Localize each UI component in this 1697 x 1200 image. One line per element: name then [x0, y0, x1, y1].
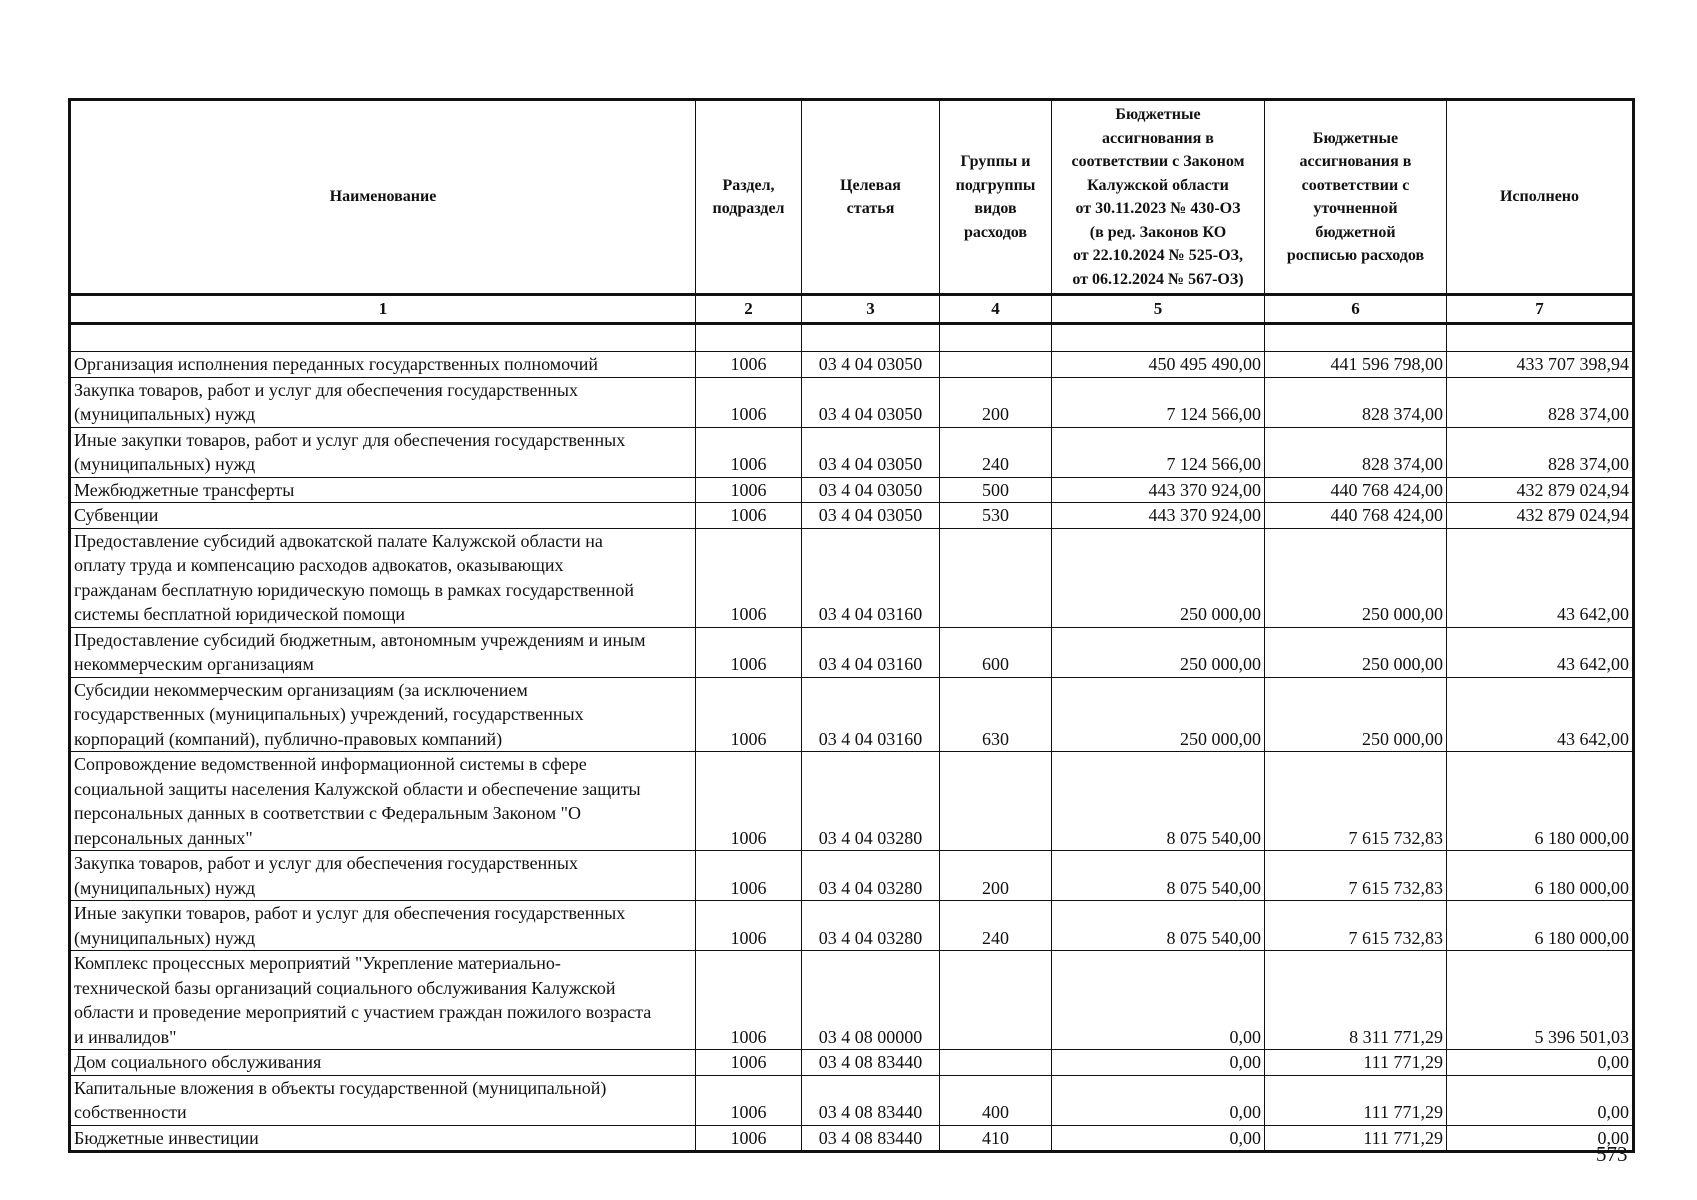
row-executed: 432 879 024,94 [1447, 477, 1634, 503]
row-executed: 6 180 000,00 [1447, 752, 1634, 851]
row-expense-group: 500 [940, 477, 1052, 503]
row-name: Дом социального обслуживания [70, 1050, 696, 1076]
row-refined-allocation: 828 374,00 [1265, 377, 1447, 427]
row-name: Субвенции [70, 503, 696, 529]
table-row [70, 1075, 1634, 1125]
row-target-article: 03 4 04 03050 [802, 352, 940, 378]
row-expense-group [940, 951, 1052, 1050]
row-name: Сопровождение ведомственной информационной системы в сфере социальной защиты населения Калужской области и обеспечение защиты персональных данных в соответствии с Федеральным Законом "О персональных данных" [70, 752, 696, 851]
row-name: Комплекс процессных мероприятий "Укрепление материально- технической базы организаций социального обслуживания Калужской области и проведение мероприятий с участием граждан пожилого возраста и инвалидов" [70, 951, 696, 1050]
row-law-allocation: 7 124 566,00 [1052, 427, 1265, 477]
row-expense-group: 600 [940, 627, 1052, 677]
column-number: 5 [1052, 295, 1265, 324]
table-row [70, 752, 1634, 851]
row-law-allocation: 250 000,00 [1052, 677, 1265, 752]
row-section: 1006 [696, 352, 802, 378]
row-expense-group: 240 [940, 427, 1052, 477]
row-law-allocation: 8 075 540,00 [1052, 851, 1265, 901]
header-name: Наименование [70, 100, 696, 295]
row-refined-allocation: 828 374,00 [1265, 427, 1447, 477]
row-refined-allocation: 111 771,29 [1265, 1075, 1447, 1125]
row-executed: 0,00 [1447, 1050, 1634, 1076]
table-row [70, 951, 1634, 1050]
row-target-article: 03 4 04 03050 [802, 427, 940, 477]
column-number: 7 [1447, 295, 1634, 324]
row-target-article: 03 4 08 83440 [802, 1125, 940, 1152]
table-row [70, 1050, 1634, 1076]
row-law-allocation: 8 075 540,00 [1052, 901, 1265, 951]
column-number: 1 [70, 295, 696, 324]
table-row [70, 503, 1634, 529]
row-law-allocation: 8 075 540,00 [1052, 752, 1265, 851]
row-executed: 432 879 024,94 [1447, 503, 1634, 529]
header-expense-group: Группы и подгруппы видов расходов [940, 100, 1052, 295]
table-row [70, 352, 1634, 378]
table-row [70, 677, 1634, 752]
row-law-allocation: 0,00 [1052, 1050, 1265, 1076]
column-number: 6 [1265, 295, 1447, 324]
table-row [70, 477, 1634, 503]
row-section: 1006 [696, 528, 802, 627]
row-name: Межбюджетные трансферты [70, 477, 696, 503]
row-target-article: 03 4 04 03160 [802, 528, 940, 627]
row-name: Иные закупки товаров, работ и услуг для обеспечения государственных (муниципальных) нужд [70, 427, 696, 477]
row-section: 1006 [696, 851, 802, 901]
row-section: 1006 [696, 677, 802, 752]
column-number-row [70, 295, 1634, 324]
row-expense-group: 240 [940, 901, 1052, 951]
row-executed: 828 374,00 [1447, 427, 1634, 477]
row-executed: 0,00 [1447, 1125, 1634, 1152]
row-expense-group: 400 [940, 1075, 1052, 1125]
row-executed: 828 374,00 [1447, 377, 1634, 427]
row-refined-allocation: 7 615 732,83 [1265, 851, 1447, 901]
row-expense-group: 630 [940, 677, 1052, 752]
row-refined-allocation: 7 615 732,83 [1265, 901, 1447, 951]
row-target-article: 03 4 04 03050 [802, 377, 940, 427]
row-executed: 43 642,00 [1447, 627, 1634, 677]
table-row [70, 427, 1634, 477]
row-target-article: 03 4 08 83440 [802, 1050, 940, 1076]
row-law-allocation: 0,00 [1052, 1075, 1265, 1125]
row-executed: 433 707 398,94 [1447, 352, 1634, 378]
row-target-article: 03 4 04 03050 [802, 477, 940, 503]
table-row [70, 377, 1634, 427]
header-law-allocation: Бюджетные ассигнования в соответствии с Законом Калужской области от 30.11.2023 № 430-ОЗ (в ред. Законов КО от 22.10.2024 № 525-ОЗ, от 06.12.2024 № 567-ОЗ) [1052, 100, 1265, 295]
table-row [70, 528, 1634, 627]
row-refined-allocation: 111 771,29 [1265, 1050, 1447, 1076]
row-name: Предоставление субсидий адвокатской палате Калужской области на оплату труда и компенсацию расходов адвокатов, оказывающих гражданам бесплатную юридическую помощь в рамках государственной системы бесплатной юридической помощи [70, 528, 696, 627]
column-number: 4 [940, 295, 1052, 324]
row-target-article: 03 4 04 03160 [802, 627, 940, 677]
row-target-article: 03 4 08 00000 [802, 951, 940, 1050]
spacer-row [70, 324, 1634, 352]
row-section: 1006 [696, 901, 802, 951]
row-name: Закупка товаров, работ и услуг для обеспечения государственных (муниципальных) нужд [70, 851, 696, 901]
table-row [70, 1125, 1634, 1152]
row-law-allocation: 443 370 924,00 [1052, 477, 1265, 503]
row-refined-allocation: 441 596 798,00 [1265, 352, 1447, 378]
row-expense-group [940, 752, 1052, 851]
row-law-allocation: 0,00 [1052, 1125, 1265, 1152]
row-name: Организация исполнения переданных государственных полномочий [70, 352, 696, 378]
row-executed: 0,00 [1447, 1075, 1634, 1125]
row-target-article: 03 4 08 83440 [802, 1075, 940, 1125]
row-law-allocation: 7 124 566,00 [1052, 377, 1265, 427]
row-law-allocation: 250 000,00 [1052, 528, 1265, 627]
row-refined-allocation: 250 000,00 [1265, 627, 1447, 677]
row-executed: 6 180 000,00 [1447, 851, 1634, 901]
row-target-article: 03 4 04 03280 [802, 901, 940, 951]
row-expense-group: 200 [940, 851, 1052, 901]
row-law-allocation: 443 370 924,00 [1052, 503, 1265, 529]
header-section: Раздел, подраздел [696, 100, 802, 295]
row-name: Бюджетные инвестиции [70, 1125, 696, 1152]
row-refined-allocation: 111 771,29 [1265, 1125, 1447, 1152]
header-target-article: Целевая статья [802, 100, 940, 295]
row-target-article: 03 4 04 03280 [802, 752, 940, 851]
row-expense-group: 530 [940, 503, 1052, 529]
row-name: Капитальные вложения в объекты государственной (муниципальной) собственности [70, 1075, 696, 1125]
row-target-article: 03 4 04 03160 [802, 677, 940, 752]
header-refined-allocation: Бюджетные ассигнования в соответствии с уточненной бюджетной росписью расходов [1265, 100, 1447, 295]
row-expense-group: 410 [940, 1125, 1052, 1152]
row-refined-allocation: 250 000,00 [1265, 677, 1447, 752]
row-section: 1006 [696, 1125, 802, 1152]
row-target-article: 03 4 04 03050 [802, 503, 940, 529]
column-number: 2 [696, 295, 802, 324]
row-executed: 6 180 000,00 [1447, 901, 1634, 951]
row-expense-group [940, 352, 1052, 378]
row-expense-group [940, 528, 1052, 627]
row-expense-group: 200 [940, 377, 1052, 427]
page-number: 573 [1596, 1142, 1628, 1166]
row-section: 1006 [696, 1075, 802, 1125]
row-section: 1006 [696, 427, 802, 477]
table-row [70, 901, 1634, 951]
row-section: 1006 [696, 377, 802, 427]
row-executed: 43 642,00 [1447, 528, 1634, 627]
table-row [70, 627, 1634, 677]
row-executed: 43 642,00 [1447, 677, 1634, 752]
row-refined-allocation: 250 000,00 [1265, 528, 1447, 627]
header-row [70, 100, 1634, 295]
header-executed: Исполнено [1447, 100, 1634, 295]
row-expense-group [940, 1050, 1052, 1076]
budget-table-sheet [68, 98, 1632, 1153]
row-section: 1006 [696, 951, 802, 1050]
row-law-allocation: 450 495 490,00 [1052, 352, 1265, 378]
row-section: 1006 [696, 477, 802, 503]
row-target-article: 03 4 04 03280 [802, 851, 940, 901]
row-name: Иные закупки товаров, работ и услуг для обеспечения государственных (муниципальных) нужд [70, 901, 696, 951]
row-refined-allocation: 8 311 771,29 [1265, 951, 1447, 1050]
row-section: 1006 [696, 1050, 802, 1076]
row-refined-allocation: 7 615 732,83 [1265, 752, 1447, 851]
row-section: 1006 [696, 627, 802, 677]
row-executed: 5 396 501,03 [1447, 951, 1634, 1050]
row-section: 1006 [696, 752, 802, 851]
row-law-allocation: 250 000,00 [1052, 627, 1265, 677]
column-number: 3 [802, 295, 940, 324]
row-name: Субсидии некоммерческим организациям (за исключением государственных (муниципальных) учреждений, государственных корпораций (компаний), публично-правовых компаний) [70, 677, 696, 752]
row-law-allocation: 0,00 [1052, 951, 1265, 1050]
row-section: 1006 [696, 503, 802, 529]
budget-execution-table [68, 98, 1635, 1153]
table-row [70, 851, 1634, 901]
row-name: Предоставление субсидий бюджетным, автономным учреждениям и иным некоммерческим организациям [70, 627, 696, 677]
row-name: Закупка товаров, работ и услуг для обеспечения государственных (муниципальных) нужд [70, 377, 696, 427]
row-refined-allocation: 440 768 424,00 [1265, 503, 1447, 529]
row-refined-allocation: 440 768 424,00 [1265, 477, 1447, 503]
